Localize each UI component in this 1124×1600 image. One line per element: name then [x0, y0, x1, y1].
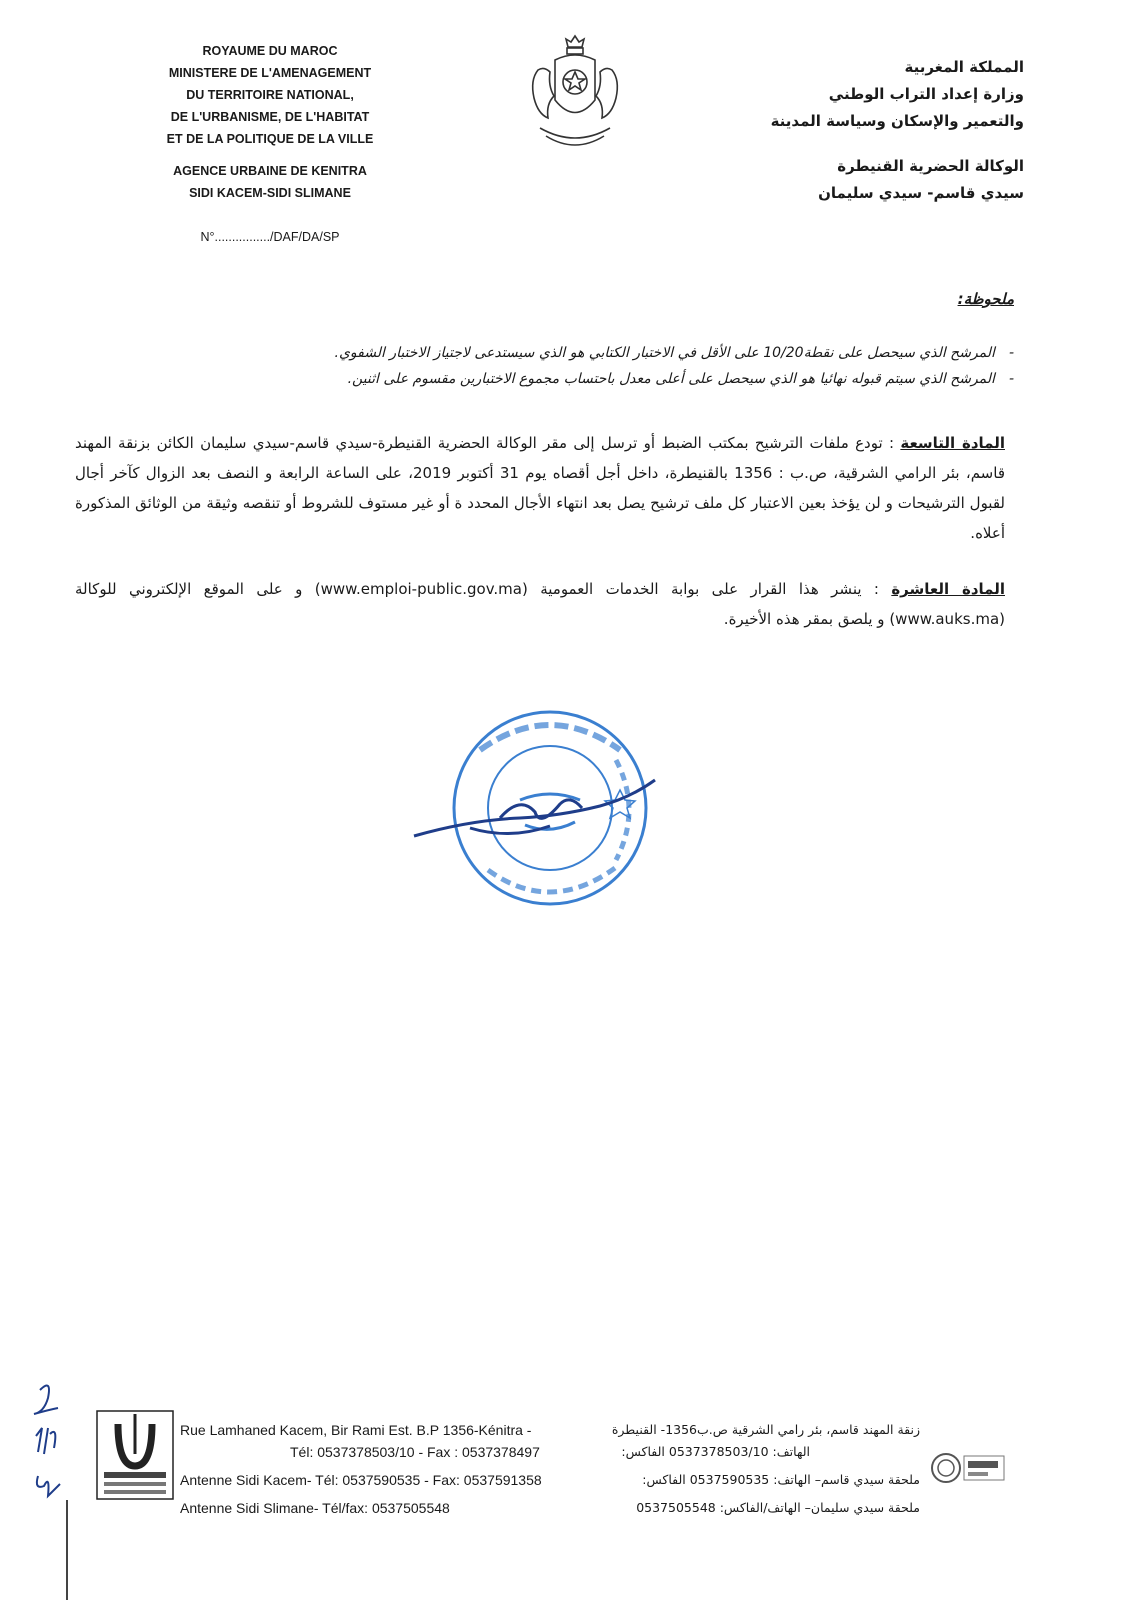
royal-emblem-icon — [520, 30, 630, 160]
ministry-line: DU TERRITOIRE NATIONAL, — [186, 88, 354, 102]
footer-ar: زنقة المهند قاسم، بئر رامي الشرقية ص.ب1356- القنيطرة — [611, 1422, 920, 1437]
article-ten-text: : ينشر هذا القرار على بوابة الخدمات العمومية (www.emploi-public.gov.ma) و على الموقع الإلكتروني للوكالة (www.auks.ma) و يلصق بمقر هذه الأخيرة. — [75, 580, 1005, 628]
article-nine-heading: المادة التاسعة — [900, 434, 1005, 452]
note-title: ملحوظة: — [957, 290, 1014, 308]
agency-line-ar: سيدي قاسم- سيدي سليمان — [818, 184, 1024, 202]
official-stamp-icon — [410, 700, 660, 920]
header-french — [120, 40, 420, 248]
header-arabic — [764, 54, 1024, 207]
article-nine-text: : تودع ملفات الترشيح بمكتب الضبط أو ترسل إلى مقر الوكالة الحضرية القنيطرة-سيدي قاسم-سيدي سليمان الكائن بزنقة المهند قاسم، بئر الرامي الشرقية، ص.ب : 1356 بالقنيطرة، داخل أجل أقصاه يوم 31 أكتوبر 2019، على الساعة الرابعة و النصف بعد الزوال كآخر أجال لقبول الترشيحات و لن يؤخذ بعين الاعتبار كل ملف ترشيح يصل بعد انتهاء الأجال المحدد ة أو غير مستوف للشروط أو تنقصه وثيقة من الوثائق المذكورة أعلاه. — [75, 434, 1005, 542]
footer-ar: ملحقة سيدي سليمان– الهاتف/الفاكس: 0537505548 — [636, 1500, 920, 1515]
article-ten — [75, 574, 1005, 634]
footer-fr: Antenne Sidi Slimane- Tél/fax: 0537505548 — [180, 1500, 450, 1516]
footer-ar: ملحقة سيدي قاسم– الهاتف: 0537590535 الفاكس: — [642, 1472, 920, 1487]
footer-fr: Rue Lamhaned Kacem, Bir Rami Est. B.P 1356-Kénitra - — [180, 1422, 532, 1438]
article-nine — [75, 428, 1005, 548]
note-item: - المرشح الذي سيحصل على نقطة10/20 على الأقل في الاختبار الكتابي هو الذي سيستدعى لاجتياز الاختبار الشفوي. — [134, 340, 1014, 366]
footer-fr: Tél: 0537378503/10 - Fax : 0537378497 — [290, 1444, 540, 1460]
agency-line-ar: الوكالة الحضرية القنيطرة — [837, 157, 1024, 175]
agency-line: AGENCE URBAINE DE KENITRA — [173, 164, 367, 178]
footer-row — [180, 1418, 920, 1442]
ministry-line: ET DE LA POLITIQUE DE LA VILLE — [166, 132, 374, 146]
ministry-line-ar: والتعمير والإسكان وسياسة المدينة — [770, 112, 1024, 130]
ministry-line-ar: وزارة إعداد التراب الوطني — [828, 85, 1024, 103]
page-edge-line — [66, 1500, 68, 1600]
footer-row — [290, 1440, 810, 1464]
country-ar: المملكة المغربية — [904, 58, 1024, 76]
iso-cert-badge-icon — [930, 1448, 1008, 1488]
article-ten-heading: المادة العاشرة — [891, 580, 1005, 598]
note-item: - المرشح الذي سيتم قبوله نهائيا هو الذي سيحصل على أعلى معدل باحتساب مجموع الاختبارين مقسوم على اثنين. — [134, 366, 1014, 392]
footer-fr: Antenne Sidi Kacem- Tél: 0537590535 - Fax: 0537591358 — [180, 1472, 542, 1488]
agency-line: SIDI KACEM-SIDI SLIMANE — [189, 186, 351, 200]
footer-ar: الهاتف: 0537378503/10 الفاكس: — [621, 1444, 810, 1459]
ministry-line: MINISTERE DE L'AMENAGEMENT — [168, 66, 372, 80]
footer-row — [180, 1496, 920, 1520]
handwritten-initials-icon — [30, 1378, 90, 1528]
country-fr: ROYAUME DU MAROC — [202, 44, 338, 58]
agency-logo-icon — [96, 1410, 174, 1500]
ministry-line: DE L'URBANISME, DE L'HABITAT — [170, 110, 370, 124]
note-list — [134, 340, 1014, 392]
reference-number: N°................/DAF/DA/SP — [200, 230, 340, 244]
footer-row — [180, 1468, 920, 1492]
